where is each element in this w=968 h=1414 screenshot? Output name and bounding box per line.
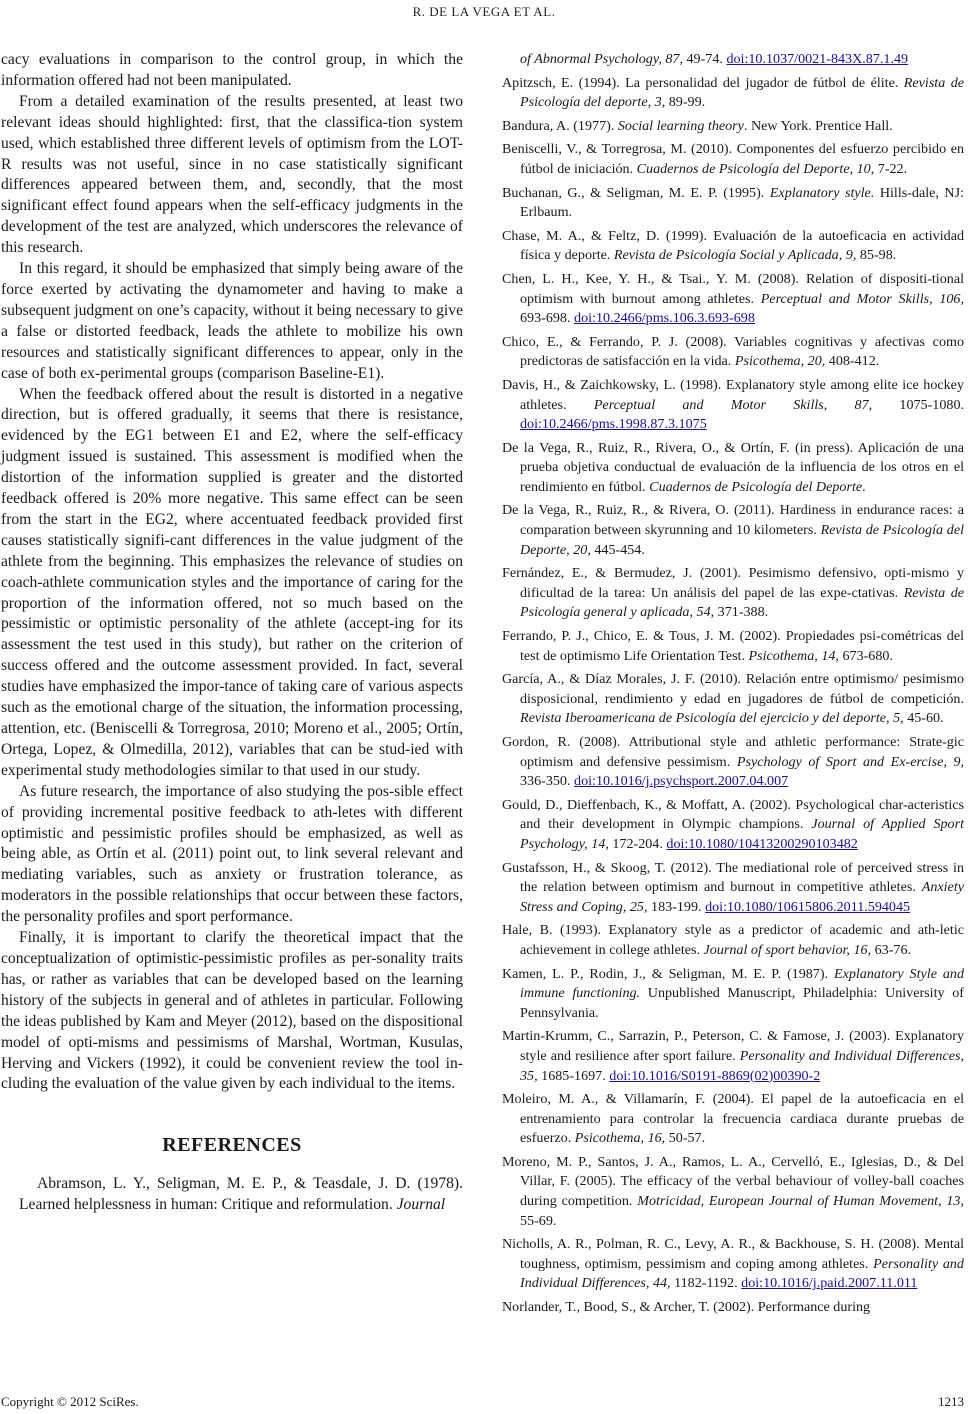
reference-entry — [502, 1027, 964, 1086]
reference-text: Moleiro, M. A., & Villamarín, F. (2004). El papel de la autoeficacia en el entrenamiento para controlar la frecuencia cardiaca durante pruebas de esfuerzo. — [502, 1091, 964, 1147]
reference-source: Perceptual and Motor Skills, 87, — [593, 396, 873, 413]
reference-source: Psicothema, 14, — [748, 647, 839, 664]
reference-text: Norlander, T., Bood, S., & Archer, T. (2002). Performance during — [502, 1299, 871, 1316]
reference-source: Journal — [396, 1196, 446, 1214]
reference-entry — [502, 1153, 964, 1231]
reference-entry — [502, 74, 964, 113]
reference-entry — [502, 1235, 964, 1294]
reference-text: Hale, B. (1993). Explanatory style as a predictor of academic and ath-letic achievement in college athletes. — [502, 922, 964, 958]
reference-pages: 1685-1697. — [537, 1067, 610, 1084]
reference-source: Anxiety Stress and Coping, 25, — [520, 879, 964, 915]
doi-link[interactable]: doi:10.1016/S0191-8869(02)00390-2 — [609, 1067, 821, 1084]
left-references-list — [1, 1174, 463, 1216]
reference-entry — [502, 627, 964, 666]
reference-text: Davis, H., & Zaichkowsky, L. (1998). Explanatory style among elite ice hockey athletes. — [502, 376, 964, 413]
reference-entry — [502, 670, 964, 729]
reference-pages: 45-60. — [903, 710, 944, 727]
reference-text: Gordon, R. (2008). Attributional style and athletic performance: Strate-gic optimism and defensive pessimism. — [502, 734, 964, 770]
reference-text: De la Vega, R., Ruiz, R., & Rivera, O. (2011). Hardiness in endurance races: a comparation between skyrunning and 10 kilometers. — [502, 502, 964, 539]
reference-text: Kamen, L. P., Rodin, J., & Seligman, M. E. P. (1987). — [502, 965, 834, 982]
reference-text: Gustafsson, H., & Skoog, T. (2012). The mediational role of perceived stress in the relation between optimism and burnout in competitive athletes. — [502, 859, 964, 896]
reference-entry — [502, 921, 964, 960]
doi-link[interactable]: doi:10.2466/pms.1998.87.3.1075 — [520, 416, 707, 433]
reference-source: Psicothema, 20, — [734, 353, 826, 370]
body-paragraph: Finally, it is important to clarify the theoretical impact that the conceptualization of optimistic-pessimistic profiles as per-sonality traits has, or rather as variables that can be developed based on the learning history of the subjects in general and of athletes in particular. Following the ideas published by Kam and Meyer (2012), based on the dispositional model of opti-misms and pessimisms of Marshal, Wortman, Kusulas, Herving and Vickers (1992), it could be convenient review the tool in-cluding the evaluation of the value given by each individual to the items. — [1, 929, 463, 1093]
body-paragraph: When the feedback offered about the result is distorted in a negative direction, but is offered gradually, it seems that there is resistance, evidenced by the EG1 between E1 and E2, where the self-efficacy judgment issued is sustained. This assessment is modified when the distortion of the information supplied is greater and the distorted feedback offered is 20% more negative. This same effect can be seen from the start in the EG2, where accentuated feedback provided first causes statistically signifi-cant differences in the value judgment of the athlete from the beginning. This emphasizes the relevance of studies on coach-athlete communication styles and the importance of caring for the proportion of the information offered, not so much based on the pessimistic or optimistic personality of the athlete (accept-ing for its assessment the test used in this study), but rather on the criterion of success offered and the outcome assessment provided. In fact, several studies have emphasized the impor-tance of taking care of various aspects such as the emotional charge of the situation, the information processing, attention, etc. (Beniscelli & Torregrosa, 2010; Moreno et al., 2005; Ortín, Ortega, Lopez, & Olmedilla, 2012), variables that can be stud-ied with experimental study methodologies similar to that used in our study. — [1, 385, 463, 779]
reference-entry — [502, 227, 964, 266]
reference-text: Beniscelli, V., & Torregrosa, M. (2010). Componentes del esfuerzo percibido en fútbol de iniciación. — [502, 141, 964, 177]
reference-entry — [502, 1298, 964, 1318]
reference-pages: 673-680. — [838, 647, 893, 664]
body-paragraph: From a detailed examination of the results presented, at least two relevant ideas should highlighted: first, that the classifica-tion system used, which established three different levels of optimism from the LOT-R results was not useful, since in no case statistically significant differences appeared between them, and, secondly, that the most significant effect found appears when the self-efficacy judgments in the development of the test are analyzed, which underscores the relevance of this research. — [1, 92, 463, 257]
reference-source: Journal of sport behavior, 16 — [703, 941, 868, 958]
reference-pages: . — [862, 478, 866, 495]
reference-source: Social learning theory — [617, 117, 744, 134]
reference-entry — [502, 564, 964, 623]
reference-text: Fernández, E., & Bermudez, J. (2001). Pesimismo defensivo, opti-mismo y dificultad de la tarea: Un análisis del papel de las expe-ctativas. — [502, 565, 964, 601]
reference-text: Buchanan, G., & Seligman, M. E. P. (1995). — [502, 184, 770, 201]
reference-source: Revista de Psicología general y aplicada, 54, — [520, 584, 965, 621]
reference-entry — [502, 733, 964, 792]
reference-source: Cuadernos de Psicología del Deporte — [649, 478, 863, 495]
reference-text: Abramson, L. Y., Seligman, M. E. P., & Teasdale, J. D. (1978). Learned helplessness in human: Critique and reformulation. — [19, 1175, 463, 1214]
reference-entry — [502, 376, 964, 435]
doi-link[interactable]: doi:10.1037/0021-843X.87.1.49 — [726, 51, 909, 67]
reference-entry — [502, 1090, 964, 1149]
reference-pages: Hills-dale, NJ: Erlbaum. — [520, 184, 964, 221]
reference-text: Chico, E., & Ferrando, P. J. (2008). Variables cognitivas y afectivas como predictoras de satisfacción en la vida. — [502, 333, 964, 370]
reference-pages: 49-74. — [682, 51, 727, 67]
reference-source: Explanatory style. — [769, 184, 875, 201]
reference-source: Motricidad, European Journal of Human Movement, 13, — [637, 1193, 964, 1210]
references-list — [502, 50, 964, 1318]
running-header: R. DE LA VEGA ET AL. — [412, 4, 556, 19]
reference-source: Revista de Psicología del deporte, 3, — [520, 74, 964, 111]
reference-pages: 89-99. — [665, 94, 706, 111]
reference-text: Chen, L. H., Kee, Y. H., & Tsai., Y. M. (2008). Relation of dispositi-tional optimism with burnout among athletes. — [502, 270, 964, 307]
reference-pages: . New York. Prentice Hall. — [743, 117, 893, 134]
reference-source: Revista de Psicología del Deporte, 20, — [520, 522, 964, 558]
reference-entry — [502, 796, 964, 855]
reference-pages: 50-57. — [665, 1130, 706, 1147]
reference-source: Psychology of Sport and Ex-ercise, 9, — [736, 753, 964, 770]
reference-entry — [502, 184, 964, 223]
reference-source: Perceptual and Motor Skills, 106, — [760, 290, 965, 307]
reference-source: of Abnormal Psychology, 87, — [520, 51, 683, 67]
reference-pages: 408-412. — [825, 353, 880, 370]
reference-entry — [502, 117, 964, 137]
reference-source: Cuadernos de Psicología del Deporte, 10, — [636, 160, 875, 177]
body-paragraph: In this regard, it should be emphasized that simply being aware of the force exerted by activating the dynamometer and having to make a subsequent judgment on one’s capacity, without it being necessary to give a false or distorted feedback, leads the athlete to mobilize his own resources and statistically significant differences to appear, only in the case of both ex-perimental groups (comparison Baseline-E1). — [1, 260, 463, 382]
doi-link[interactable]: doi:10.2466/pms.106.3.693-698 — [574, 310, 755, 327]
right-column — [502, 50, 964, 1322]
reference-source: Psicothema, 16, — [574, 1130, 666, 1147]
reference-pages: 55-69. — [520, 1212, 557, 1229]
reference-entry — [502, 270, 964, 329]
reference-text: Ferrando, P. J., Chico, E. & Tous, J. M. (2002). Propiedades psi-cométricas del test de optimismo Life Orientation Test. — [502, 628, 964, 664]
reference-entry — [502, 859, 964, 918]
reference-pages: , 63-76. — [867, 941, 912, 958]
reference-text: Chase, M. A., & Feltz, D. (1999). Evaluación de la autoeficacia en actividad física y deporte. — [502, 227, 964, 264]
reference-pages: 1182-1192. — [670, 1275, 742, 1292]
reference-pages: Unpublished Manuscript, Philadelphia: University of Pennsylvania. — [520, 985, 964, 1021]
reference-entry — [502, 333, 964, 372]
references-heading: REFERENCES — [162, 1134, 302, 1157]
reference-entry — [502, 501, 964, 560]
reference-pages: 1075-1080. — [872, 396, 965, 413]
copyright-notice: Copyright © 2012 SciRes. — [1, 1394, 139, 1409]
reference-text: Martin-Krumm, C., Sarrazin, P., Peterson, C. & Famose, J. (2003). Explanatory style and resilience after sport failure. — [502, 1028, 964, 1064]
reference-entry — [502, 50, 964, 70]
reference-entry — [502, 140, 964, 179]
reference-text: Bandura, A. (1977). — [502, 117, 618, 134]
reference-pages: 336-350. — [520, 773, 575, 790]
left-column — [1, 50, 463, 1216]
reference-entry — [502, 439, 964, 498]
reference-entry — [502, 965, 964, 1024]
reference-pages: 7-22. — [874, 160, 908, 177]
doi-link[interactable]: doi:10.1080/10413200290103482 — [666, 835, 858, 852]
reference-pages: 172-204. — [608, 835, 667, 852]
reference-pages: 693-698. — [520, 310, 575, 327]
doi-link[interactable]: doi:10.1080/10615806.2011.594045 — [705, 898, 911, 915]
reference-pages: 371-388. — [714, 604, 769, 621]
reference-text: García, A., & Díaz Morales, J. F. (2010). Relación entre optimismo/ pesimismo disposicional, rendimiento y edad en jugadores de fútbol de competición. — [502, 671, 964, 707]
body-paragraph: As future research, the importance of also studying the pos-sible effect of providing incremental positive feedback to ath-letes with different optimistic and pessimistic profiles should be emphasized, as well as being able, as Ortín et al. (2011) point out, to link several relevant and mediating variables, such as anxiety or frustration tolerance, as moderators in the possible relationships that occur between these factors, the personality profiles and sport performance. — [1, 782, 463, 926]
reference-pages: 445-454. — [590, 541, 645, 558]
reference-source: Journal of Applied Sport Psychology, 14, — [520, 816, 964, 852]
reference-text: Gould, D., Dieffenbach, K., & Moffatt, A. (2002). Psychological char-acteristics and their development in Olympic champions. — [502, 796, 964, 833]
reference-source: Revista Iberoamericana de Psicología del ejercicio y del deporte, 5, — [520, 710, 904, 727]
reference-pages: 183-199. — [647, 898, 706, 915]
reference-source: Personality and Individual Differences, 35, — [520, 1047, 964, 1084]
reference-source: Explanatory Style and immune functioning. — [520, 965, 964, 1002]
doi-link[interactable]: doi:10.1016/j.psychsport.2007.04.007 — [574, 773, 789, 790]
doi-link[interactable]: doi:10.1016/j.paid.2007.11.011 — [741, 1275, 918, 1292]
body-paragraph: cacy evaluations in comparison to the control group, in which the information offered had not been manipulated. — [1, 51, 463, 89]
reference-text: Nicholls, A. R., Polman, R. C., Levy, A. R., & Backhouse, S. H. (2008). Mental toughness, optimism, pessimism and coping among athletes. — [502, 1236, 964, 1272]
reference-text: De la Vega, R., Ruiz, R., Rivera, O., & Ortín, F. (in press). Aplicación de una prueba objetiva conductual de evaluación de la influencia de los otros en el rendimiento en fútbol. — [502, 439, 964, 495]
reference-text: Moreno, M. P., Santos, J. A., Ramos, L. A., Cervelló, E., Iglesias, D., & Del Villar, F. (2005). The efficacy of the verbal behaviour of volley-ball coaches during competition. — [502, 1153, 964, 1210]
reference-source: Personality and Individual Differences, 44, — [520, 1255, 964, 1292]
reference-source: Revista de Psicología Social y Aplicada, 9, — [613, 247, 857, 264]
reference-text: Apitzsch, E. (1994). La personalidad del jugador de fútbol de élite. — [502, 74, 904, 91]
page-number: 1213 — [938, 1394, 964, 1409]
reference-entry — [1, 1174, 463, 1216]
reference-pages: 85-98. — [856, 247, 897, 264]
